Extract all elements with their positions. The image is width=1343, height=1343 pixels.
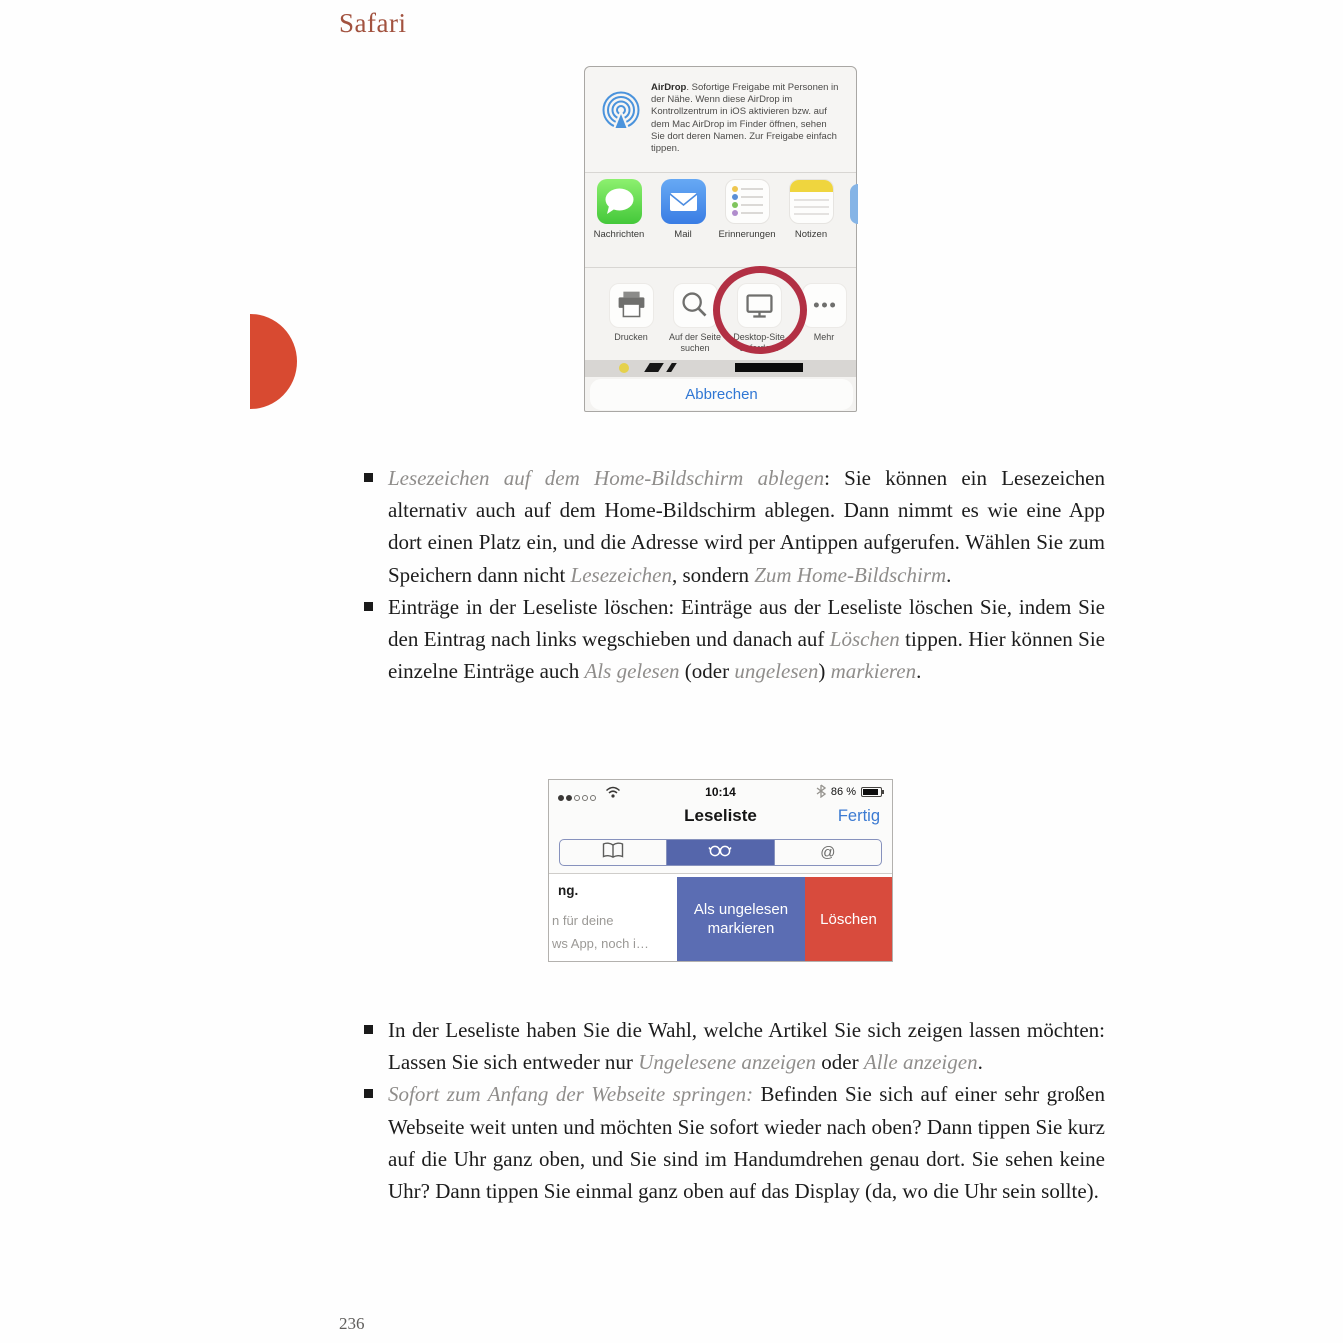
glasses-icon	[707, 842, 733, 863]
list-item	[363, 1078, 1105, 1207]
bullet-marker	[364, 473, 373, 482]
airdrop-body: . Sofortige Freigabe mit Personen in der Nähe. Wenn diese AirDrop im Kontrollzentrum in iOS aktivieren bzw. auf dem Mac AirDrop im Finder öffnen, sehen Sie dort deren Namen. Zur Freigabe einfach tippen.	[651, 82, 839, 155]
app-label: Nachrichten	[593, 229, 645, 240]
share-app-notes[interactable]	[778, 179, 844, 240]
bullet-list-top	[363, 462, 1105, 687]
status-bar-time: 10:14	[705, 785, 736, 799]
reading-list-row	[549, 873, 892, 961]
bluetooth-icon	[816, 784, 826, 803]
list-item	[363, 1014, 1105, 1078]
bullet-text: Einträge in der Leseliste löschen: Einträge aus der Leseliste löschen Sie, indem Sie den Eintrag nach links wegschieben und danach auf Löschen tippen. Hier können Sie einzelne Einträge auch Als gelesen (oder ungelesen) markieren.	[388, 594, 1105, 684]
airdrop-section	[585, 67, 856, 173]
reading-list-screenshot	[548, 779, 893, 962]
airdrop-description	[651, 82, 843, 155]
bullet-text: Sofort zum Anfang der Webseite springen: Befinden Sie sich auf einer sehr großen Webseite weit unten und möchten Sie sofort wieder nach oben? Dann tippen Sie kurz auf die Uhr ganz oben, und Sie sind im Handumdrehen genau dort. Sie sehen keine Uhr? Dann tippen Sie einmal ganz oben auf das Display (da, wo die Uhr sein sollte).	[388, 1082, 1105, 1204]
share-app-mail[interactable]	[650, 179, 716, 240]
notes-icon	[789, 179, 834, 224]
airdrop-icon	[598, 88, 644, 139]
cancel-button[interactable]: Abbrechen	[590, 379, 853, 410]
share-app-reminders[interactable]	[714, 179, 780, 240]
bookmarks-segmented-control	[559, 839, 882, 866]
battery-percentage: 86 %	[830, 786, 856, 798]
peek-glyph	[644, 363, 664, 372]
battery-icon	[861, 787, 882, 797]
share-app-messages[interactable]	[586, 179, 652, 240]
bullet-list-bottom	[363, 1014, 1105, 1207]
airdrop-title: AirDrop	[651, 82, 687, 93]
page-title: Leseliste	[684, 806, 757, 825]
history-tab[interactable]	[774, 840, 881, 865]
app-label: Mail	[674, 229, 692, 240]
red-annotation-circle	[713, 266, 807, 354]
webpage-peek	[585, 360, 856, 377]
chapter-tab-marker	[250, 314, 297, 409]
share-sheet-screenshot	[584, 66, 857, 412]
reading-list-tab[interactable]	[666, 840, 773, 865]
list-item	[363, 591, 1105, 688]
partial-app-icon	[850, 184, 858, 224]
bullet-text: In der Leseliste haben Sie die Wahl, welche Artikel Sie sich zeigen lassen möchten: Lassen Sie sich entweder nur Ungelesene anzeigen oder Alle anzeigen.	[388, 1018, 1105, 1075]
bullet-marker	[364, 1089, 373, 1098]
action-label: Mehr	[813, 332, 835, 342]
reminders-icon	[725, 179, 770, 224]
printer-icon	[609, 283, 654, 328]
app-label: Notizen	[794, 229, 828, 240]
action-label: Desktop-Site anfordern	[733, 332, 785, 353]
row-title-fragment: ng.	[558, 883, 579, 898]
delete-button[interactable]: Löschen	[805, 877, 892, 961]
messages-icon	[597, 179, 642, 224]
page-number: 236	[339, 1314, 365, 1333]
action-label: Auf der Seite suchen	[668, 332, 722, 353]
more-icon	[802, 283, 847, 328]
divider	[585, 267, 856, 268]
search-icon	[673, 283, 718, 328]
done-button[interactable]: Fertig	[837, 807, 880, 825]
bullet-marker	[364, 1025, 373, 1034]
action-print[interactable]	[598, 283, 664, 343]
peek-black-bar	[735, 363, 803, 372]
app-label: Erinnerungen	[718, 229, 776, 240]
chapter-header: Safari	[339, 8, 407, 38]
bullet-text: Lesezeichen auf dem Home-Bildschirm ablegen: Sie können ein Lesezeichen alternativ auch auf dem Home-Bildschirm ablegen. Dann nimmt es wie eine App dort einen Platz ein, und die Adresse wird per Antippen aufgerufen. Wählen Sie zum Speichern dann nicht Lesezeichen, sondern Zum Home-Bildschirm.	[388, 466, 1105, 587]
peek-glyph	[666, 363, 677, 372]
book-icon	[602, 842, 624, 864]
row-snippet-fragment: n für deine	[552, 913, 614, 928]
mail-icon	[661, 179, 706, 224]
list-item	[363, 462, 1105, 591]
bookmarks-tab[interactable]	[560, 840, 666, 865]
row-snippet-fragment: ws App, noch i…	[552, 936, 649, 951]
at-icon: @	[820, 844, 836, 861]
mark-unread-button[interactable]: Als ungelesen markieren	[677, 877, 805, 961]
peek-yellow-dot	[619, 363, 629, 373]
action-label: Drucken	[614, 332, 648, 342]
bullet-marker	[364, 602, 373, 611]
